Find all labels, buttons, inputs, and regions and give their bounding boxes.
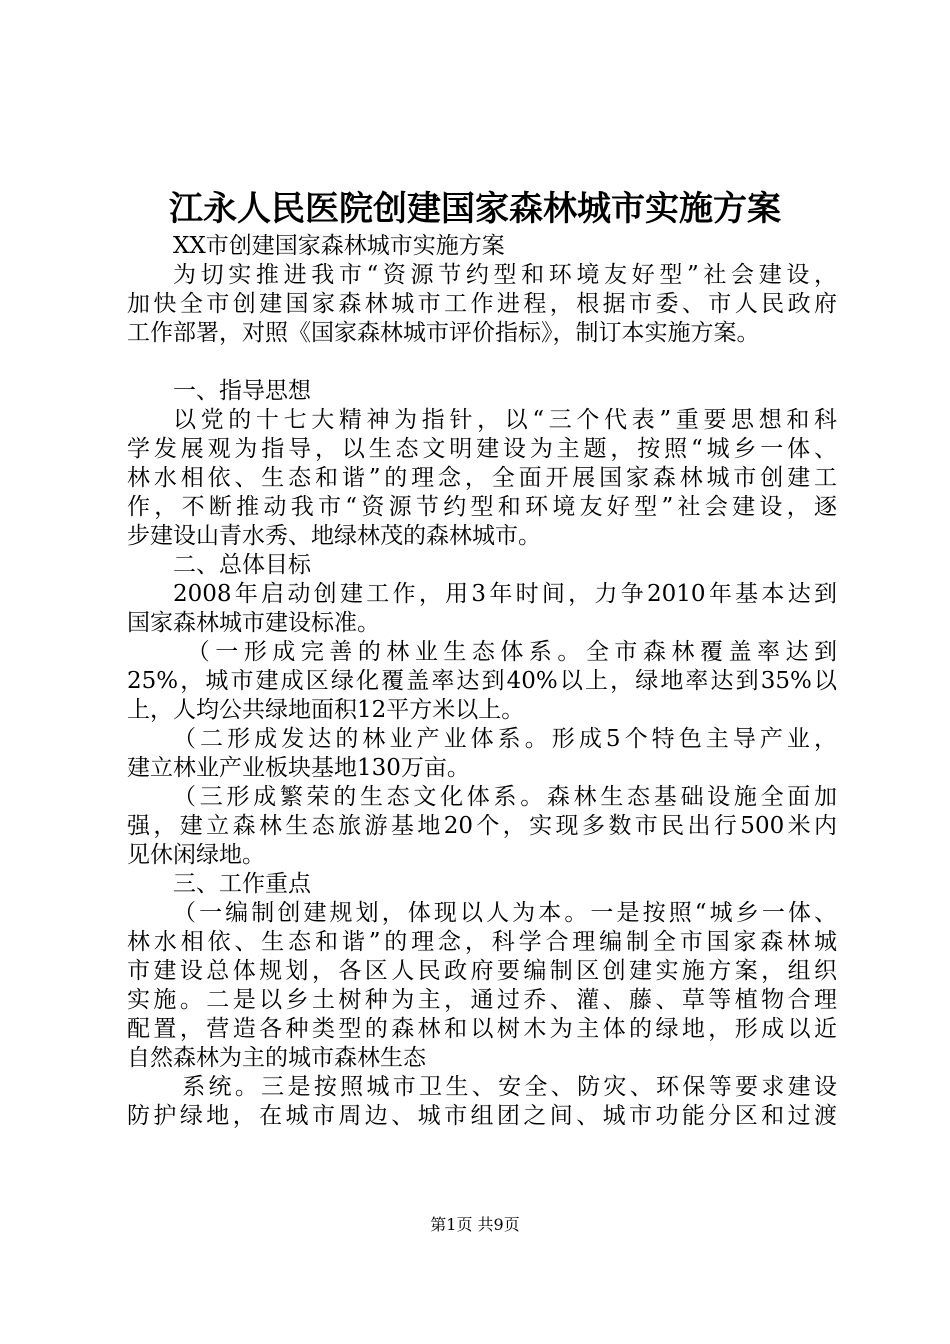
text-line: 实施。二是以乡土树种为主，通过乔、灌、藤、草等植物合理 [127, 987, 837, 1013]
text-line: 系统。三是按照城市卫生、安全、防灾、环保等要求建设 [182, 1074, 837, 1100]
document-title: 江永人民医院创建国家森林城市实施方案 [169, 189, 781, 229]
paragraph-gap [127, 348, 837, 377]
text-line: 学发展观为指导，以生态文明建设为主题，按照“城乡一体、 [127, 436, 837, 462]
text-line: 以党的十七大精神为指针，以“三个代表”重要思想和科 [173, 407, 837, 433]
text-line: 建立林业产业板块基地130万亩。 [127, 755, 470, 781]
text-line: 一、指导思想 [173, 378, 311, 404]
page-footer: 第1页 共9页 [430, 1215, 520, 1234]
text-line: 强，建立森林生态旅游基地20个，实现多数市民出行500米内 [127, 813, 837, 839]
text-line: 工作部署，对照《国家森林城市评价指标》，制订本实施方案。 [127, 320, 760, 346]
text-line: 加快全市创建国家森林城市工作进程，根据市委、市人民政府 [127, 291, 837, 317]
text-line: 林水相依、生态和谐”的理念，全面开展国家森林城市创建工 [127, 465, 837, 491]
text-line: 市建设总体规划，各区人民政府要编制区创建实施方案，组织 [127, 958, 837, 984]
text-line: 见休闲绿地。 [127, 842, 265, 868]
text-line: （一编制创建规划，体现以人为本。一是按照“城乡一体、 [173, 900, 837, 926]
text-line: 为切实推进我市“资源节约型和环境友好型”社会建设， [173, 262, 837, 288]
text-line: 上，人均公共绿地面积12平方米以上。 [127, 697, 525, 723]
text-line: XX市创建国家森林城市实施方案 [173, 233, 505, 259]
text-line: 25%，城市建成区绿化覆盖率达到40%以上，绿地率达到35%以 [127, 668, 837, 694]
text-line: 林水相依、生态和谐”的理念，科学合理编制全市国家森林城 [127, 929, 837, 955]
text-line: 防护绿地，在城市周边、城市组团之间、城市功能分区和过渡 [127, 1103, 837, 1129]
text-line: 自然森林为主的城市森林生态 [127, 1045, 426, 1071]
text-line: 三、工作重点 [173, 871, 311, 897]
text-line: 二、总体目标 [173, 552, 311, 578]
document-body [127, 232, 837, 1131]
text-line: （三形成繁荣的生态文化体系。森林生态基础设施全面加 [173, 784, 837, 810]
text-line: （二形成发达的林业产业体系。形成5个特色主导产业， [173, 726, 837, 752]
text-line: 配置，营造各种类型的森林和以树木为主体的绿地，形成以近 [127, 1016, 837, 1042]
text-line: 作，不断推动我市“资源节约型和环境友好型”社会建设，逐 [127, 494, 837, 520]
text-line: 2008年启动创建工作，用3年时间，力争2010年基本达到 [173, 581, 837, 607]
text-line: 步建设山青水秀、地绿林茂的森林城市。 [127, 523, 541, 549]
text-line: （一形成完善的林业生态体系。全市森林覆盖率达到 [186, 639, 837, 665]
text-line: 国家森林城市建设标准。 [127, 610, 380, 636]
